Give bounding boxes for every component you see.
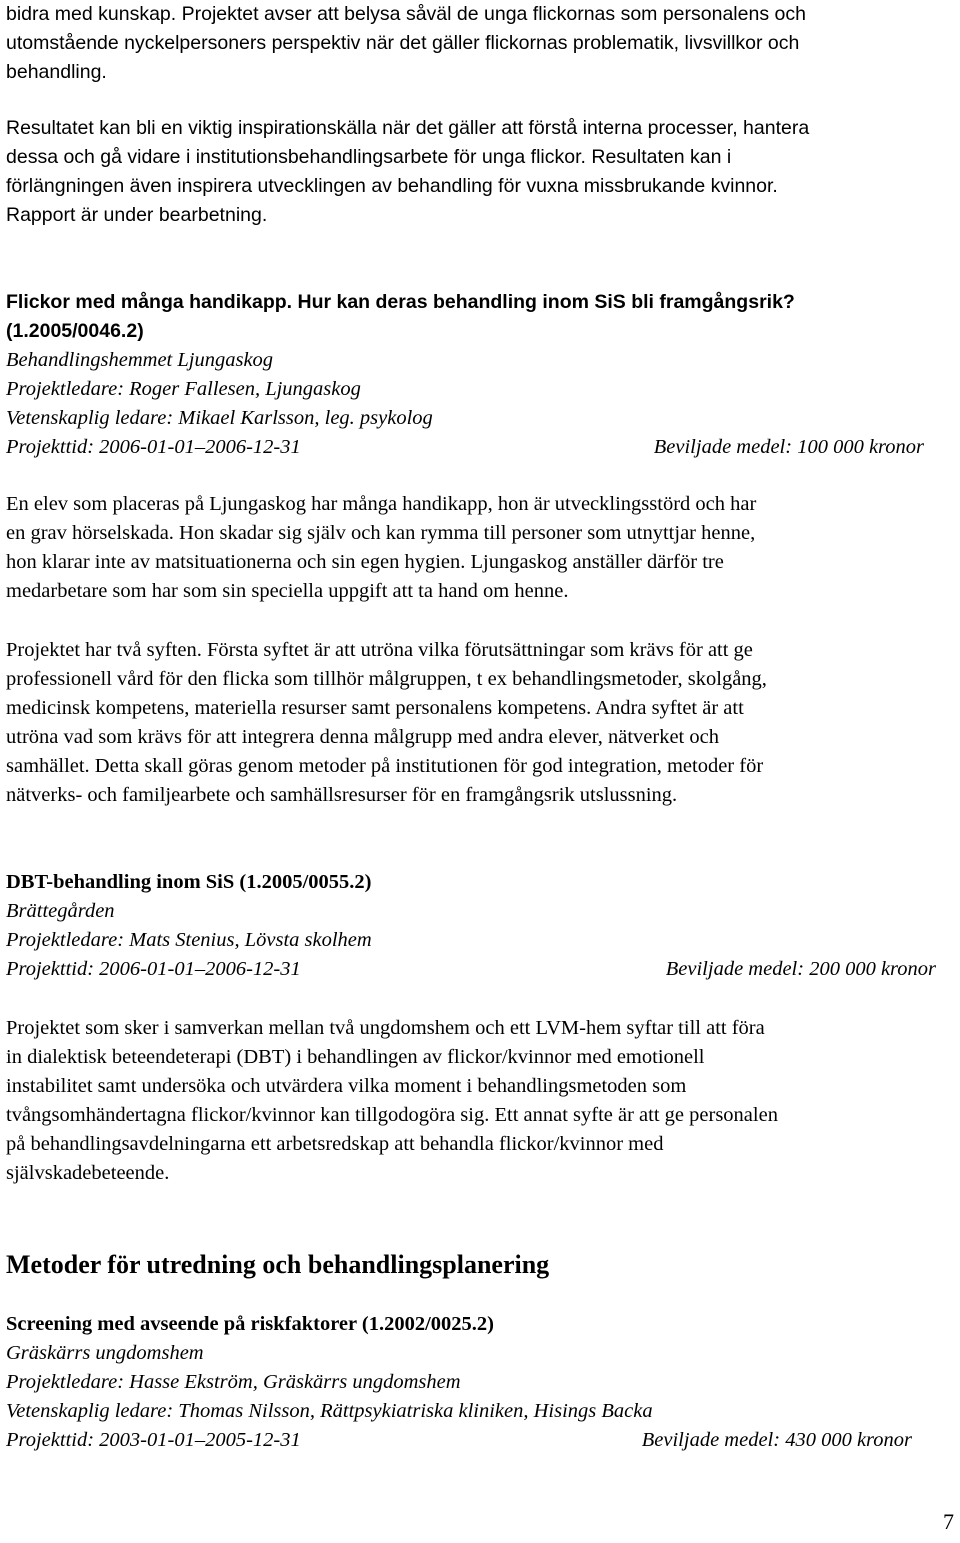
project-institution: Brättegården: [6, 900, 115, 922]
intro-line: behandling.: [6, 61, 107, 83]
result-paragraph: [6, 114, 956, 230]
paragraph-line: professionell vård för den flicka som tillhör målgruppen, t ex behandlingsmetoder, skolgång,: [6, 668, 767, 690]
result-line: Rapport är under bearbetning.: [6, 204, 268, 226]
project-period: Projekttid: 2006-01-01–2006-12-31: [6, 958, 301, 980]
paragraph-line: Projektet som sker i samverkan mellan två ungdomshem och ett LVM-hem syftar till att föra: [6, 1017, 765, 1039]
project-1-paragraph-1: [6, 490, 956, 606]
project-2: [6, 868, 956, 984]
project-number: (1.2005/0046.2): [6, 320, 144, 342]
paragraph-line: tvångsomhändertagna flickor/kvinnor kan tillgodogöra sig. Ett annat syfte är att ge personalen: [6, 1104, 778, 1126]
result-line: dessa och gå vidare i institutionsbehandlingsarbete för unga flickor. Resultaten kan i: [6, 146, 732, 168]
paragraph-line: En elev som placeras på Ljungaskog har många handikapp, hon är utvecklingsstörd och har: [6, 493, 757, 515]
project-institution: Behandlingshemmet Ljungaskog: [6, 349, 274, 371]
paragraph-line: hon klarar inte av matsituationerna och sin egen hygien. Ljungaskog anställer därför tre: [6, 551, 724, 573]
page-number: 7: [943, 1509, 954, 1534]
project-leader: Projektledare: Mats Stenius, Lövsta skolhem: [6, 929, 372, 951]
result-line: Resultatet kan bli en viktig inspirationskälla när det gäller att förstå interna processer, hantera: [6, 117, 810, 139]
intro-paragraph: [6, 0, 956, 87]
paragraph-line: en grav hörselskada. Hon skadar sig själv och kan rymma till personer som utnyttjar henne,: [6, 522, 756, 544]
project-funds: Beviljade medel: 200 000 kronor: [665, 958, 936, 980]
project-institution: Gräskärrs ungdomshem: [6, 1342, 204, 1364]
project-title: Flickor med många handikapp. Hur kan deras behandling inom SiS bli framgångsrik?: [6, 291, 795, 313]
period-funds-row: [6, 433, 924, 462]
paragraph-line: medicinsk kompetens, materiella resurser samt personalens kompetens. Andra syftet är att: [6, 697, 744, 719]
project-title: DBT-behandling inom SiS (1.2005/0055.2): [6, 871, 372, 893]
project-period: Projekttid: 2003-01-01–2005-12-31: [6, 1429, 301, 1451]
result-line: förlängningen även inspirera utvecklingen av behandling för vuxna missbrukande kvinnor.: [6, 175, 778, 197]
paragraph-line: Projektet har två syften. Första syftet är att utröna vilka förutsättningar som krävs för att ge: [6, 639, 753, 661]
project-leader: Projektledare: Hasse Ekström, Gräskärrs ungdomshem: [6, 1371, 461, 1393]
paragraph-line: in dialektisk beteendeterapi (DBT) i behandlingen av flickor/kvinnor med emotionell: [6, 1046, 705, 1068]
paragraph-line: samhället. Detta skall göras genom metoder på institutionen för god integration, metoder för: [6, 755, 764, 777]
project-period: Projekttid: 2006-01-01–2006-12-31: [6, 436, 301, 458]
scientific-leader: Vetenskaplig ledare: Thomas Nilsson, Rättpsykiatriska kliniken, Hisings Backa: [6, 1400, 653, 1422]
project-funds: Beviljade medel: 430 000 kronor: [641, 1429, 912, 1451]
scientific-leader: Vetenskaplig ledare: Mikael Karlsson, leg. psykolog: [6, 407, 433, 429]
project-3: [6, 1310, 956, 1455]
paragraph-line: nätverks- och familjearbete och samhällsresurser för en framgångsrik utslussning.: [6, 784, 678, 806]
paragraph-line: på behandlingsavdelningarna ett arbetsredskap att behandla flickor/kvinnor med: [6, 1133, 664, 1155]
intro-line: bidra med kunskap. Projektet avser att belysa såväl de unga flickornas som personalens och: [6, 3, 806, 25]
intro-line: utomstående nyckelpersoners perspektiv när det gäller flickornas problematik, livsvillkor och: [6, 32, 800, 54]
project-title: Screening med avseende på riskfaktorer (1.2002/0025.2): [6, 1313, 494, 1335]
period-funds-row: [6, 955, 936, 984]
paragraph-line: instabilitet samt undersöka och utvärdera vilka moment i behandlingsmetoden som: [6, 1075, 687, 1097]
paragraph-line: utröna vad som krävs för att integrera denna målgrupp med andra elever, nätverket och: [6, 726, 719, 748]
project-1: [6, 288, 956, 462]
section: [6, 1248, 956, 1282]
project-2-paragraph: [6, 1014, 956, 1188]
paragraph-line: medarbetare som har som sin speciella uppgift att ta hand om henne.: [6, 580, 569, 602]
project-funds: Beviljade medel: 100 000 kronor: [653, 436, 924, 458]
project-leader: Projektledare: Roger Fallesen, Ljungaskog: [6, 378, 361, 400]
paragraph-line: självskadebeteende.: [6, 1162, 170, 1184]
project-1-paragraph-2: [6, 636, 956, 810]
section-heading: Metoder för utredning och behandlingsplanering: [6, 1250, 550, 1279]
period-funds-row: [6, 1426, 912, 1455]
